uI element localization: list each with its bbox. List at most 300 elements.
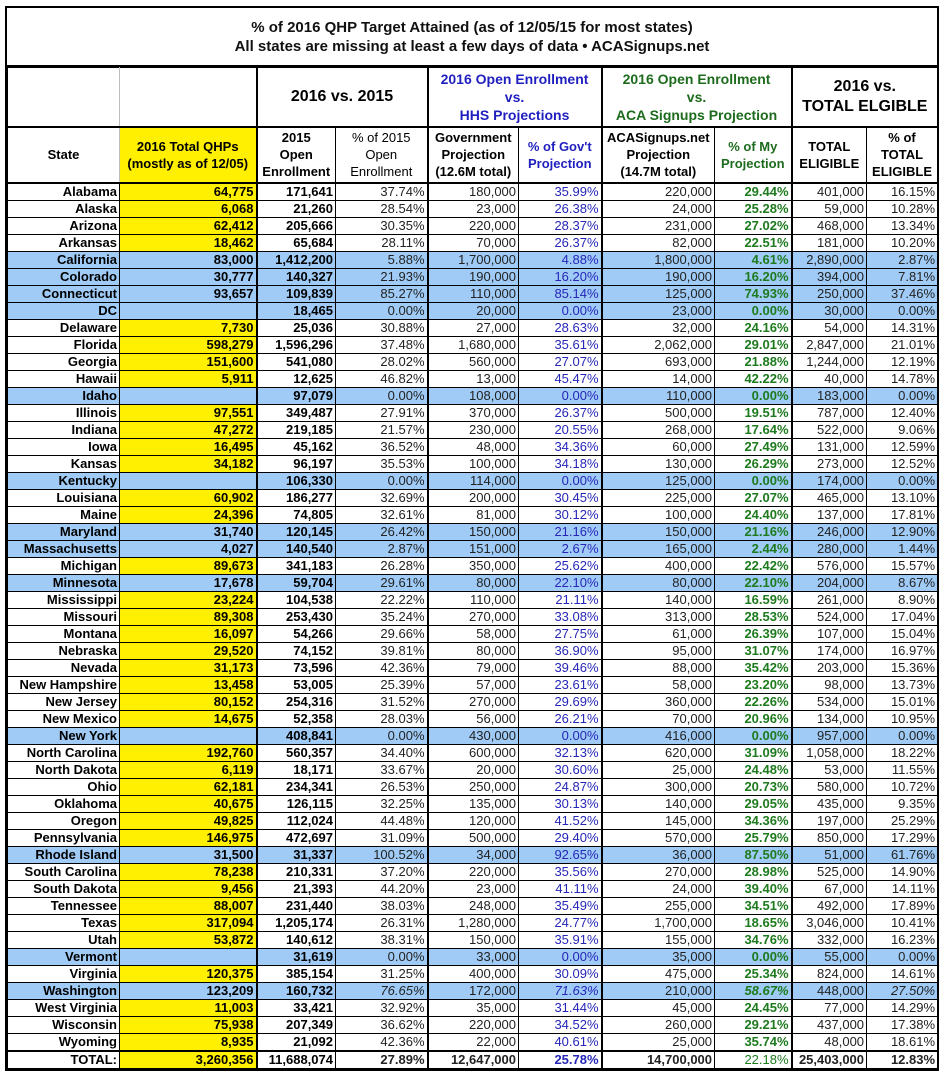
state-cell: DC	[8, 302, 120, 319]
oe-2015-cell: 53,005	[257, 676, 336, 693]
qhp-cell: 11,003	[120, 999, 257, 1016]
pct-2015-cell: 5.88%	[336, 251, 428, 268]
total-eligible-cell: 2,890,000	[792, 251, 867, 268]
qhp-cell: 18,462	[120, 234, 257, 251]
pct-total-eligible-cell: 17.29%	[867, 829, 938, 846]
total-eligible-cell: 51,000	[792, 846, 867, 863]
qhp-cell: 62,412	[120, 217, 257, 234]
gov-projection-cell: 23,000	[428, 880, 519, 897]
oe-2015-cell: 341,183	[257, 557, 336, 574]
total-eligible-cell: 197,000	[792, 812, 867, 829]
gov-projection-cell: 33,000	[428, 948, 519, 965]
pct-gov-cell: 40.61%	[519, 1033, 602, 1051]
total-eligible-cell: 448,000	[792, 982, 867, 999]
pct-total-eligible-cell: 9.06%	[867, 421, 938, 438]
oe-2015-cell: 1,412,200	[257, 251, 336, 268]
qhp-cell: 151,600	[120, 353, 257, 370]
total-eligible-cell: 59,000	[792, 200, 867, 217]
oe-2015-cell: 21,393	[257, 880, 336, 897]
pct-total-eligible-cell: 18.22%	[867, 744, 938, 761]
pct-total-eligible-cell: 16.97%	[867, 642, 938, 659]
table-row	[8, 608, 938, 625]
qhp-cell: 64,775	[120, 183, 257, 201]
aca-projection-cell: 36,000	[602, 846, 715, 863]
pct-2015-cell: 85.27%	[336, 285, 428, 302]
gov-projection-cell: 120,000	[428, 812, 519, 829]
qhp-cell: 4,027	[120, 540, 257, 557]
pct-my-cell: 21.16%	[715, 523, 792, 540]
pct-gov-cell: 29.40%	[519, 829, 602, 846]
state-cell: Ohio	[8, 778, 120, 795]
pct-gov-cell: 31.44%	[519, 999, 602, 1016]
aca-projection-cell: 300,000	[602, 778, 715, 795]
total-eligible-cell: 280,000	[792, 540, 867, 557]
aca-projection-cell: 620,000	[602, 744, 715, 761]
pct-gov-cell: 0.00%	[519, 387, 602, 404]
qhp-cell: 30,777	[120, 268, 257, 285]
aca-projection-cell: 416,000	[602, 727, 715, 744]
table-row	[8, 948, 938, 965]
pct-my-cell: 87.50%	[715, 846, 792, 863]
pct-my-cell: 2.44%	[715, 540, 792, 557]
pct-my-cell: 16.59%	[715, 591, 792, 608]
col-header-aca-projection: ACASignups.net Projection (14.7M total)	[602, 127, 715, 183]
table-row	[8, 676, 938, 693]
state-cell: Illinois	[8, 404, 120, 421]
pct-gov-cell: 27.07%	[519, 353, 602, 370]
pct-2015-cell: 38.31%	[336, 931, 428, 948]
col-header-pct-2015: % of 2015 Open Enrollment	[336, 127, 428, 183]
gov-projection-cell: 20,000	[428, 302, 519, 319]
pct-total-eligible-cell: 12.52%	[867, 455, 938, 472]
pct-2015-cell: 22.22%	[336, 591, 428, 608]
pct-2015-cell: 42.36%	[336, 659, 428, 676]
pct-total-eligible-cell: 0.00%	[867, 472, 938, 489]
pct-my-cell: 0.00%	[715, 302, 792, 319]
pct-total-eligible-cell: 10.72%	[867, 778, 938, 795]
col-header-gov-projection: Government Projection (12.6M total)	[428, 127, 519, 183]
gov-projection-cell: 70,000	[428, 234, 519, 251]
aca-projection-cell: 155,000	[602, 931, 715, 948]
pct-my-cell: 22.18%	[715, 1051, 792, 1069]
pct-2015-cell: 26.31%	[336, 914, 428, 931]
state-cell: Kentucky	[8, 472, 120, 489]
pct-2015-cell: 76.65%	[336, 982, 428, 999]
table-row	[8, 897, 938, 914]
pct-gov-cell: 35.99%	[519, 183, 602, 201]
state-cell: Wyoming	[8, 1033, 120, 1051]
total-eligible-cell: 1,058,000	[792, 744, 867, 761]
table-row	[8, 455, 938, 472]
pct-2015-cell: 31.52%	[336, 693, 428, 710]
pct-total-eligible-cell: 15.01%	[867, 693, 938, 710]
state-cell: Tennessee	[8, 897, 120, 914]
gov-projection-cell: 58,000	[428, 625, 519, 642]
pct-my-cell: 24.48%	[715, 761, 792, 778]
pct-my-cell: 0.00%	[715, 472, 792, 489]
total-eligible-cell: 824,000	[792, 965, 867, 982]
table-row	[8, 251, 938, 268]
total-eligible-cell: 468,000	[792, 217, 867, 234]
gov-projection-cell: 12,647,000	[428, 1051, 519, 1069]
gov-projection-cell: 500,000	[428, 829, 519, 846]
state-cell: Idaho	[8, 387, 120, 404]
qhp-cell: 192,760	[120, 744, 257, 761]
pct-gov-cell: 30.45%	[519, 489, 602, 506]
pct-2015-cell: 21.57%	[336, 421, 428, 438]
total-eligible-cell: 534,000	[792, 693, 867, 710]
pct-gov-cell: 16.20%	[519, 268, 602, 285]
pct-total-eligible-cell: 25.29%	[867, 812, 938, 829]
gov-projection-cell: 248,000	[428, 897, 519, 914]
table-row	[8, 982, 938, 999]
total-eligible-cell: 576,000	[792, 557, 867, 574]
state-cell: Hawaii	[8, 370, 120, 387]
table-row	[8, 880, 938, 897]
gov-projection-cell: 22,000	[428, 1033, 519, 1051]
total-eligible-cell: 30,000	[792, 302, 867, 319]
pct-my-cell: 24.40%	[715, 506, 792, 523]
pct-2015-cell: 26.42%	[336, 523, 428, 540]
oe-2015-cell: 253,430	[257, 608, 336, 625]
pct-gov-cell: 29.69%	[519, 693, 602, 710]
state-cell: Georgia	[8, 353, 120, 370]
pct-my-cell: 0.00%	[715, 948, 792, 965]
pct-total-eligible-cell: 14.29%	[867, 999, 938, 1016]
total-eligible-cell: 525,000	[792, 863, 867, 880]
oe-2015-cell: 52,358	[257, 710, 336, 727]
gov-projection-cell: 560,000	[428, 353, 519, 370]
aca-projection-cell: 140,000	[602, 795, 715, 812]
pct-gov-cell: 0.00%	[519, 472, 602, 489]
total-eligible-cell: 580,000	[792, 778, 867, 795]
gov-projection-cell: 108,000	[428, 387, 519, 404]
pct-my-cell: 22.51%	[715, 234, 792, 251]
pct-total-eligible-cell: 18.61%	[867, 1033, 938, 1051]
qhp-cell	[120, 727, 257, 744]
pct-gov-cell: 21.16%	[519, 523, 602, 540]
pct-my-cell: 42.22%	[715, 370, 792, 387]
pct-total-eligible-cell: 8.67%	[867, 574, 938, 591]
table-row	[8, 591, 938, 608]
state-cell: Colorado	[8, 268, 120, 285]
pct-my-cell: 58.67%	[715, 982, 792, 999]
pct-2015-cell: 36.62%	[336, 1016, 428, 1033]
state-cell: South Carolina	[8, 863, 120, 880]
table-row	[8, 506, 938, 523]
pct-2015-cell: 26.28%	[336, 557, 428, 574]
pct-total-eligible-cell: 27.50%	[867, 982, 938, 999]
aca-projection-cell: 260,000	[602, 1016, 715, 1033]
pct-total-eligible-cell: 10.20%	[867, 234, 938, 251]
total-eligible-cell: 2,847,000	[792, 336, 867, 353]
oe-2015-cell: 349,487	[257, 404, 336, 421]
state-cell: Nebraska	[8, 642, 120, 659]
pct-my-cell: 4.61%	[715, 251, 792, 268]
pct-my-cell: 29.44%	[715, 183, 792, 201]
table-row	[8, 1033, 938, 1051]
pct-2015-cell: 33.67%	[336, 761, 428, 778]
gov-projection-cell: 172,000	[428, 982, 519, 999]
table-row	[8, 540, 938, 557]
pct-2015-cell: 32.25%	[336, 795, 428, 812]
gov-projection-cell: 200,000	[428, 489, 519, 506]
aca-projection-cell: 60,000	[602, 438, 715, 455]
aca-projection-cell: 400,000	[602, 557, 715, 574]
pct-my-cell: 22.26%	[715, 693, 792, 710]
pct-total-eligible-cell: 12.83%	[867, 1051, 938, 1069]
aca-projection-cell: 140,000	[602, 591, 715, 608]
pct-my-cell: 27.07%	[715, 489, 792, 506]
pct-total-eligible-cell: 13.34%	[867, 217, 938, 234]
total-eligible-cell: 77,000	[792, 999, 867, 1016]
qhp-cell: 31,740	[120, 523, 257, 540]
total-eligible-cell: 204,000	[792, 574, 867, 591]
state-cell: Maryland	[8, 523, 120, 540]
qhp-cell: 13,458	[120, 676, 257, 693]
aca-projection-cell: 231,000	[602, 217, 715, 234]
total-eligible-cell: 850,000	[792, 829, 867, 846]
oe-2015-cell: 96,197	[257, 455, 336, 472]
state-cell: Minnesota	[8, 574, 120, 591]
table-row	[8, 846, 938, 863]
oe-2015-cell: 11,688,074	[257, 1051, 336, 1069]
qhp-cell: 317,094	[120, 914, 257, 931]
total-eligible-cell: 181,000	[792, 234, 867, 251]
state-cell: West Virginia	[8, 999, 120, 1016]
pct-gov-cell: 30.12%	[519, 506, 602, 523]
state-cell: Louisiana	[8, 489, 120, 506]
state-cell: New York	[8, 727, 120, 744]
oe-2015-cell: 21,260	[257, 200, 336, 217]
pct-my-cell: 29.05%	[715, 795, 792, 812]
gov-projection-cell: 114,000	[428, 472, 519, 489]
gov-projection-cell: 57,000	[428, 676, 519, 693]
oe-2015-cell: 18,171	[257, 761, 336, 778]
table-row	[8, 489, 938, 506]
pct-2015-cell: 27.91%	[336, 404, 428, 421]
pct-2015-cell: 32.61%	[336, 506, 428, 523]
pct-my-cell: 21.88%	[715, 353, 792, 370]
state-cell: California	[8, 251, 120, 268]
gov-projection-cell: 56,000	[428, 710, 519, 727]
gov-projection-cell: 13,000	[428, 370, 519, 387]
table-row	[8, 659, 938, 676]
state-cell: Oregon	[8, 812, 120, 829]
total-eligible-cell: 3,046,000	[792, 914, 867, 931]
table-row	[8, 557, 938, 574]
pct-2015-cell: 39.81%	[336, 642, 428, 659]
pct-2015-cell: 37.20%	[336, 863, 428, 880]
gov-projection-cell: 150,000	[428, 523, 519, 540]
state-cell: Pennsylvania	[8, 829, 120, 846]
gov-projection-cell: 180,000	[428, 183, 519, 201]
pct-2015-cell: 0.00%	[336, 302, 428, 319]
oe-2015-cell: 12,625	[257, 370, 336, 387]
total-row	[8, 1051, 938, 1069]
table-row	[8, 1016, 938, 1033]
total-eligible-cell: 246,000	[792, 523, 867, 540]
table-row	[8, 421, 938, 438]
pct-total-eligible-cell: 0.00%	[867, 387, 938, 404]
pct-2015-cell: 0.00%	[336, 948, 428, 965]
aca-projection-cell: 1,700,000	[602, 914, 715, 931]
gov-projection-cell: 220,000	[428, 217, 519, 234]
pct-total-eligible-cell: 37.46%	[867, 285, 938, 302]
gov-projection-cell: 250,000	[428, 778, 519, 795]
oe-2015-cell: 231,440	[257, 897, 336, 914]
state-cell: Iowa	[8, 438, 120, 455]
state-cell: Montana	[8, 625, 120, 642]
aca-projection-cell: 32,000	[602, 319, 715, 336]
pct-my-cell: 31.07%	[715, 642, 792, 659]
aca-projection-cell: 82,000	[602, 234, 715, 251]
aca-projection-cell: 1,800,000	[602, 251, 715, 268]
pct-2015-cell: 30.88%	[336, 319, 428, 336]
pct-total-eligible-cell: 11.55%	[867, 761, 938, 778]
pct-my-cell: 29.01%	[715, 336, 792, 353]
col-header-pct-gov: % of Gov't Projection	[519, 127, 602, 183]
table-row	[8, 404, 938, 421]
state-cell: Utah	[8, 931, 120, 948]
qhp-cell: 23,224	[120, 591, 257, 608]
qhp-cell: 29,520	[120, 642, 257, 659]
oe-2015-cell: 73,596	[257, 659, 336, 676]
qhp-cell: 31,173	[120, 659, 257, 676]
pct-gov-cell: 20.55%	[519, 421, 602, 438]
pct-gov-cell: 24.87%	[519, 778, 602, 795]
total-eligible-cell: 524,000	[792, 608, 867, 625]
col-header-pct-my: % of My Projection	[715, 127, 792, 183]
qhp-cell: 93,657	[120, 285, 257, 302]
pct-gov-cell: 34.52%	[519, 1016, 602, 1033]
pct-my-cell: 25.34%	[715, 965, 792, 982]
qhp-cell: 47,272	[120, 421, 257, 438]
oe-2015-cell: 472,697	[257, 829, 336, 846]
state-cell: Arizona	[8, 217, 120, 234]
pct-gov-cell: 26.38%	[519, 200, 602, 217]
total-eligible-cell: 394,000	[792, 268, 867, 285]
pct-2015-cell: 37.74%	[336, 183, 428, 201]
state-cell: New Hampshire	[8, 676, 120, 693]
qhp-cell: 53,872	[120, 931, 257, 948]
pct-my-cell: 35.74%	[715, 1033, 792, 1051]
pct-total-eligible-cell: 16.23%	[867, 931, 938, 948]
pct-2015-cell: 36.52%	[336, 438, 428, 455]
pct-total-eligible-cell: 17.89%	[867, 897, 938, 914]
qhp-cell: 7,730	[120, 319, 257, 336]
oe-2015-cell: 25,036	[257, 319, 336, 336]
oe-2015-cell: 140,612	[257, 931, 336, 948]
qhp-cell: 16,495	[120, 438, 257, 455]
table-row	[8, 523, 938, 540]
pct-gov-cell: 41.11%	[519, 880, 602, 897]
oe-2015-cell: 205,666	[257, 217, 336, 234]
state-cell: Connecticut	[8, 285, 120, 302]
qhp-cell: 60,902	[120, 489, 257, 506]
pct-gov-cell: 22.10%	[519, 574, 602, 591]
pct-my-cell: 34.51%	[715, 897, 792, 914]
total-eligible-cell: 465,000	[792, 489, 867, 506]
qhp-cell: 17,678	[120, 574, 257, 591]
total-eligible-cell: 107,000	[792, 625, 867, 642]
group-header-total-eligible: 2016 vs. TOTAL ELGIBLE	[792, 68, 938, 127]
qhp-cell	[120, 302, 257, 319]
oe-2015-cell: 45,162	[257, 438, 336, 455]
pct-gov-cell: 39.46%	[519, 659, 602, 676]
pct-gov-cell: 0.00%	[519, 302, 602, 319]
state-cell: Missouri	[8, 608, 120, 625]
aca-projection-cell: 360,000	[602, 693, 715, 710]
qhp-cell: 31,500	[120, 846, 257, 863]
pct-total-eligible-cell: 1.44%	[867, 540, 938, 557]
pct-gov-cell: 92.65%	[519, 846, 602, 863]
aca-projection-cell: 130,000	[602, 455, 715, 472]
oe-2015-cell: 140,327	[257, 268, 336, 285]
qhp-cell: 83,000	[120, 251, 257, 268]
aca-projection-cell: 23,000	[602, 302, 715, 319]
table-row	[8, 795, 938, 812]
gov-projection-cell: 34,000	[428, 846, 519, 863]
pct-total-eligible-cell: 13.73%	[867, 676, 938, 693]
pct-2015-cell: 0.00%	[336, 387, 428, 404]
table-row	[8, 761, 938, 778]
pct-my-cell: 19.51%	[715, 404, 792, 421]
col-header-2015-oe: 2015 Open Enrollment	[257, 127, 336, 183]
table-row	[8, 302, 938, 319]
pct-my-cell: 16.20%	[715, 268, 792, 285]
pct-total-eligible-cell: 17.81%	[867, 506, 938, 523]
col-header-total-eligible: TOTAL ELIGIBLE	[792, 127, 867, 183]
gov-projection-cell: 79,000	[428, 659, 519, 676]
pct-2015-cell: 35.53%	[336, 455, 428, 472]
aca-projection-cell: 500,000	[602, 404, 715, 421]
table-row	[8, 370, 938, 387]
oe-2015-cell: 104,538	[257, 591, 336, 608]
oe-2015-cell: 385,154	[257, 965, 336, 982]
table-row	[8, 727, 938, 744]
pct-gov-cell: 35.49%	[519, 897, 602, 914]
total-eligible-cell: 435,000	[792, 795, 867, 812]
pct-my-cell: 26.39%	[715, 625, 792, 642]
pct-total-eligible-cell: 15.57%	[867, 557, 938, 574]
total-eligible-cell: 137,000	[792, 506, 867, 523]
pct-my-cell: 18.65%	[715, 914, 792, 931]
oe-2015-cell: 408,841	[257, 727, 336, 744]
aca-projection-cell: 165,000	[602, 540, 715, 557]
pct-2015-cell: 25.39%	[336, 676, 428, 693]
pct-total-eligible-cell: 10.41%	[867, 914, 938, 931]
gov-projection-cell: 48,000	[428, 438, 519, 455]
gov-projection-cell: 27,000	[428, 319, 519, 336]
pct-my-cell: 24.45%	[715, 999, 792, 1016]
title-line-2: All states are missing at least a few days of data • ACASignups.net	[234, 38, 710, 55]
qhp-cell: 89,673	[120, 557, 257, 574]
gov-projection-cell: 220,000	[428, 863, 519, 880]
state-cell: Arkansas	[8, 234, 120, 251]
pct-gov-cell: 25.62%	[519, 557, 602, 574]
pct-2015-cell: 28.11%	[336, 234, 428, 251]
column-header-row	[8, 127, 938, 183]
pct-my-cell: 34.36%	[715, 812, 792, 829]
total-eligible-cell: 48,000	[792, 1033, 867, 1051]
gov-projection-cell: 400,000	[428, 965, 519, 982]
total-eligible-cell: 67,000	[792, 880, 867, 897]
aca-projection-cell: 570,000	[602, 829, 715, 846]
aca-projection-cell: 24,000	[602, 200, 715, 217]
qhp-cell: 89,308	[120, 608, 257, 625]
oe-2015-cell: 207,349	[257, 1016, 336, 1033]
